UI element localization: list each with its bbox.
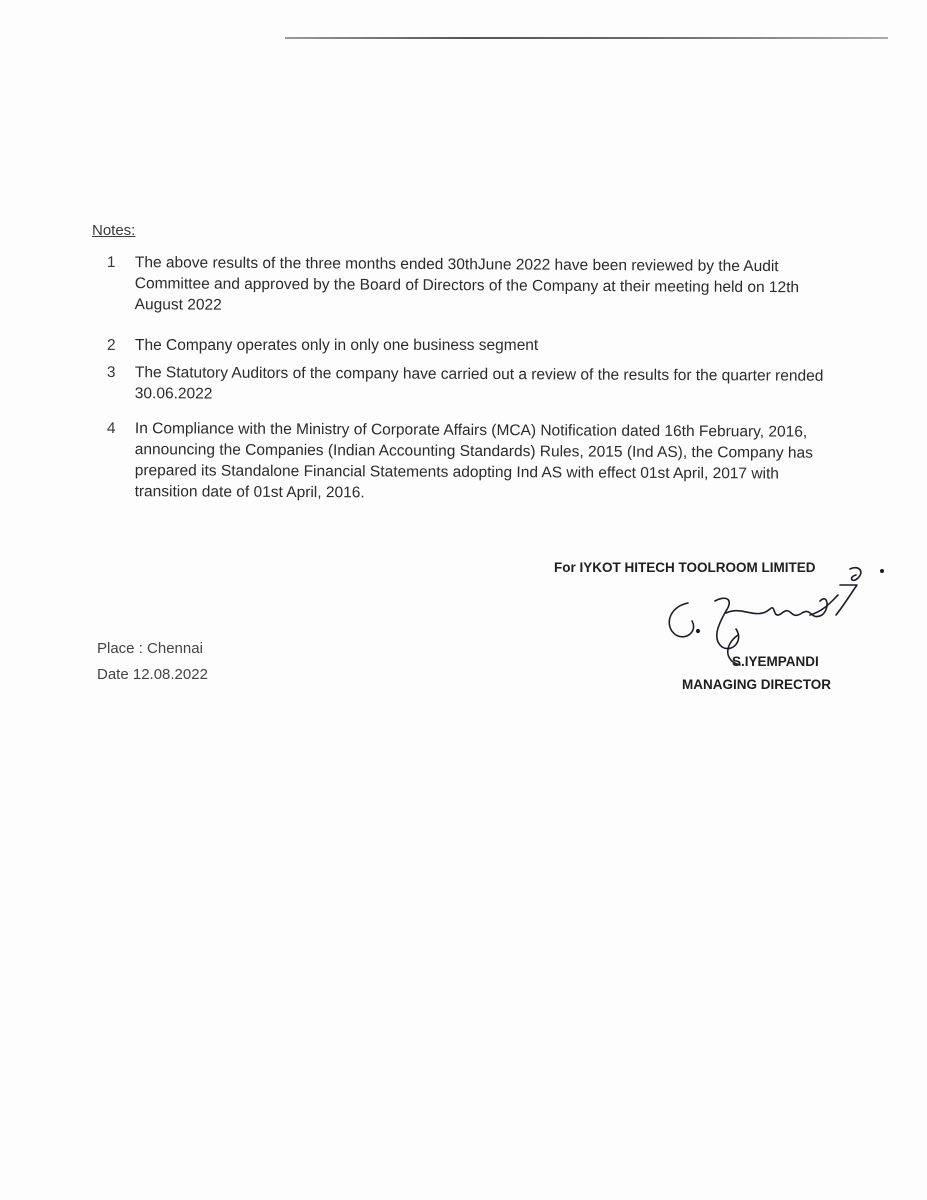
- top-divider-line: [285, 37, 888, 39]
- note-item-1: [106, 252, 827, 314]
- note-text: The Statutory Auditors of the company have carried out a review of the results for the quarter rended 30.06.2022: [134, 364, 824, 403]
- note-text: In Compliance with the Ministry of Corporate Affairs (MCA) Notification dated 16th February, 2016, announcing the Companies (Indian Accounting Standards) Rules, 2015 (Ind AS), the Company has prepared its Standalone Financial Statements adopting Ind AS with effect 01st April, 2017 with transition date of 01st April, 2016.: [134, 420, 813, 502]
- place-line: Place : Chennai: [97, 640, 203, 657]
- note-number: 1: [106, 253, 116, 272]
- note-number: 3: [106, 363, 116, 382]
- note-item-4: [106, 418, 827, 502]
- notes-heading: Notes:: [92, 222, 136, 239]
- signatory-company: For IYKOT HITECH TOOLROOM LIMITED: [554, 560, 816, 575]
- note-item-3: [106, 362, 827, 403]
- date-line: Date 12.08.2022: [97, 666, 208, 683]
- note-text: The above results of the three months ended 30thJune 2022 have been reviewed by the Audit Committee and approved by the Board of Directors of the Company at their meeting held on 12th August 2022: [134, 254, 800, 314]
- note-number: 4: [106, 419, 116, 438]
- note-number: 2: [107, 337, 116, 354]
- signatory-title: MANAGING DIRECTOR: [682, 677, 832, 692]
- signatory-name: S.IYEMPANDI: [732, 654, 819, 669]
- note-text: The Company operates only in only one business segment: [135, 337, 539, 354]
